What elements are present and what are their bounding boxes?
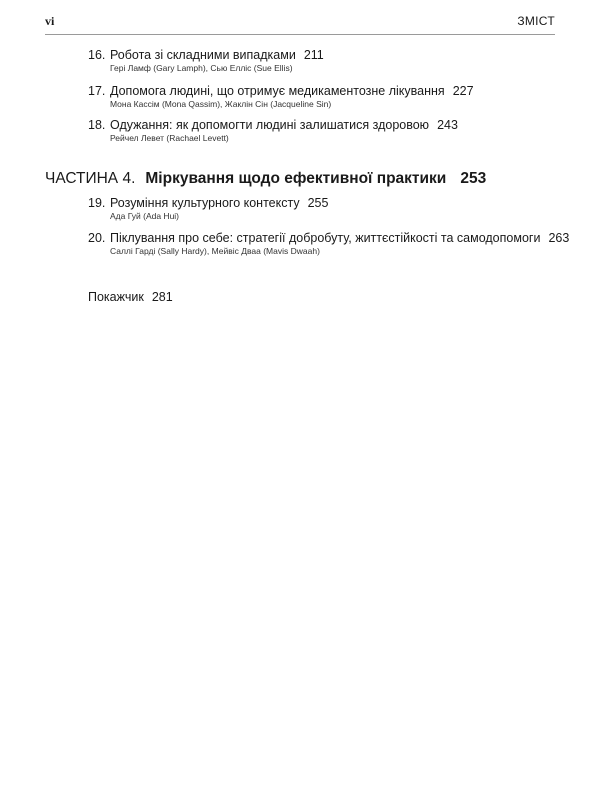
chapter-title: Розуміння культурного контексту: [110, 196, 300, 210]
chapter-page: 263: [548, 231, 570, 245]
index-page: 281: [151, 290, 173, 304]
chapter-authors: Гері Ламф (Gary Lamph), Сью Елліс (Sue Ellis): [110, 63, 293, 73]
index-label: Покажчик: [88, 290, 144, 304]
chapter-title: Робота зі складними випадками: [110, 48, 296, 62]
chapter-number: 18.: [88, 118, 106, 132]
part-label: ЧАСТИНА 4.: [45, 170, 136, 187]
toc-entry-16[interactable]: [88, 48, 324, 74]
toc-entry-line: [88, 231, 569, 246]
chapter-page: 255: [307, 196, 329, 210]
toc-entry-line: [88, 118, 458, 133]
page-header: [45, 14, 555, 35]
part-title: Міркування щодо ефективної практики: [145, 170, 447, 187]
chapter-title: Одужання: як допомогти людині залишатися здоровою: [110, 118, 430, 132]
chapter-authors: Рейчел Левет (Rachael Levett): [110, 133, 229, 143]
running-head: ЗМІСТ: [517, 14, 555, 28]
chapter-number: 17.: [88, 84, 106, 98]
toc-entry-17[interactable]: [88, 84, 474, 110]
toc-entry-line: [88, 196, 328, 211]
chapter-page: 211: [303, 48, 324, 62]
toc-entry-18[interactable]: [88, 118, 458, 144]
chapter-title: Піклування про себе: стратегії добробуту, життєстійкості та самодопомоги: [110, 231, 541, 245]
chapter-authors: Мона Кассім (Mona Qassim), Жаклін Сін (Jacqueline Sin): [110, 99, 332, 109]
chapter-authors: Саллі Гарді (Sally Hardy), Мейвіс Дваа (Mavis Dwaah): [110, 246, 320, 256]
chapter-number: 19.: [88, 196, 106, 210]
chapter-page: 243: [437, 118, 458, 132]
toc-entry-19[interactable]: [88, 196, 328, 222]
toc-entry-line: [88, 48, 324, 63]
page-number: vi: [45, 14, 55, 28]
index-entry[interactable]: [88, 290, 173, 304]
chapter-page: 227: [452, 84, 474, 98]
chapter-number: 20.: [88, 231, 106, 245]
chapter-number: 16.: [88, 48, 106, 62]
chapter-title: Допомога людині, що отримує медикаментозне лікування: [110, 84, 445, 98]
part-heading[interactable]: [45, 170, 486, 188]
toc-entry-20[interactable]: [88, 231, 569, 257]
part-page: 253: [460, 170, 487, 187]
chapter-authors: Ада Гуй (Ada Hui): [110, 211, 180, 221]
toc-entry-line: [88, 84, 474, 99]
